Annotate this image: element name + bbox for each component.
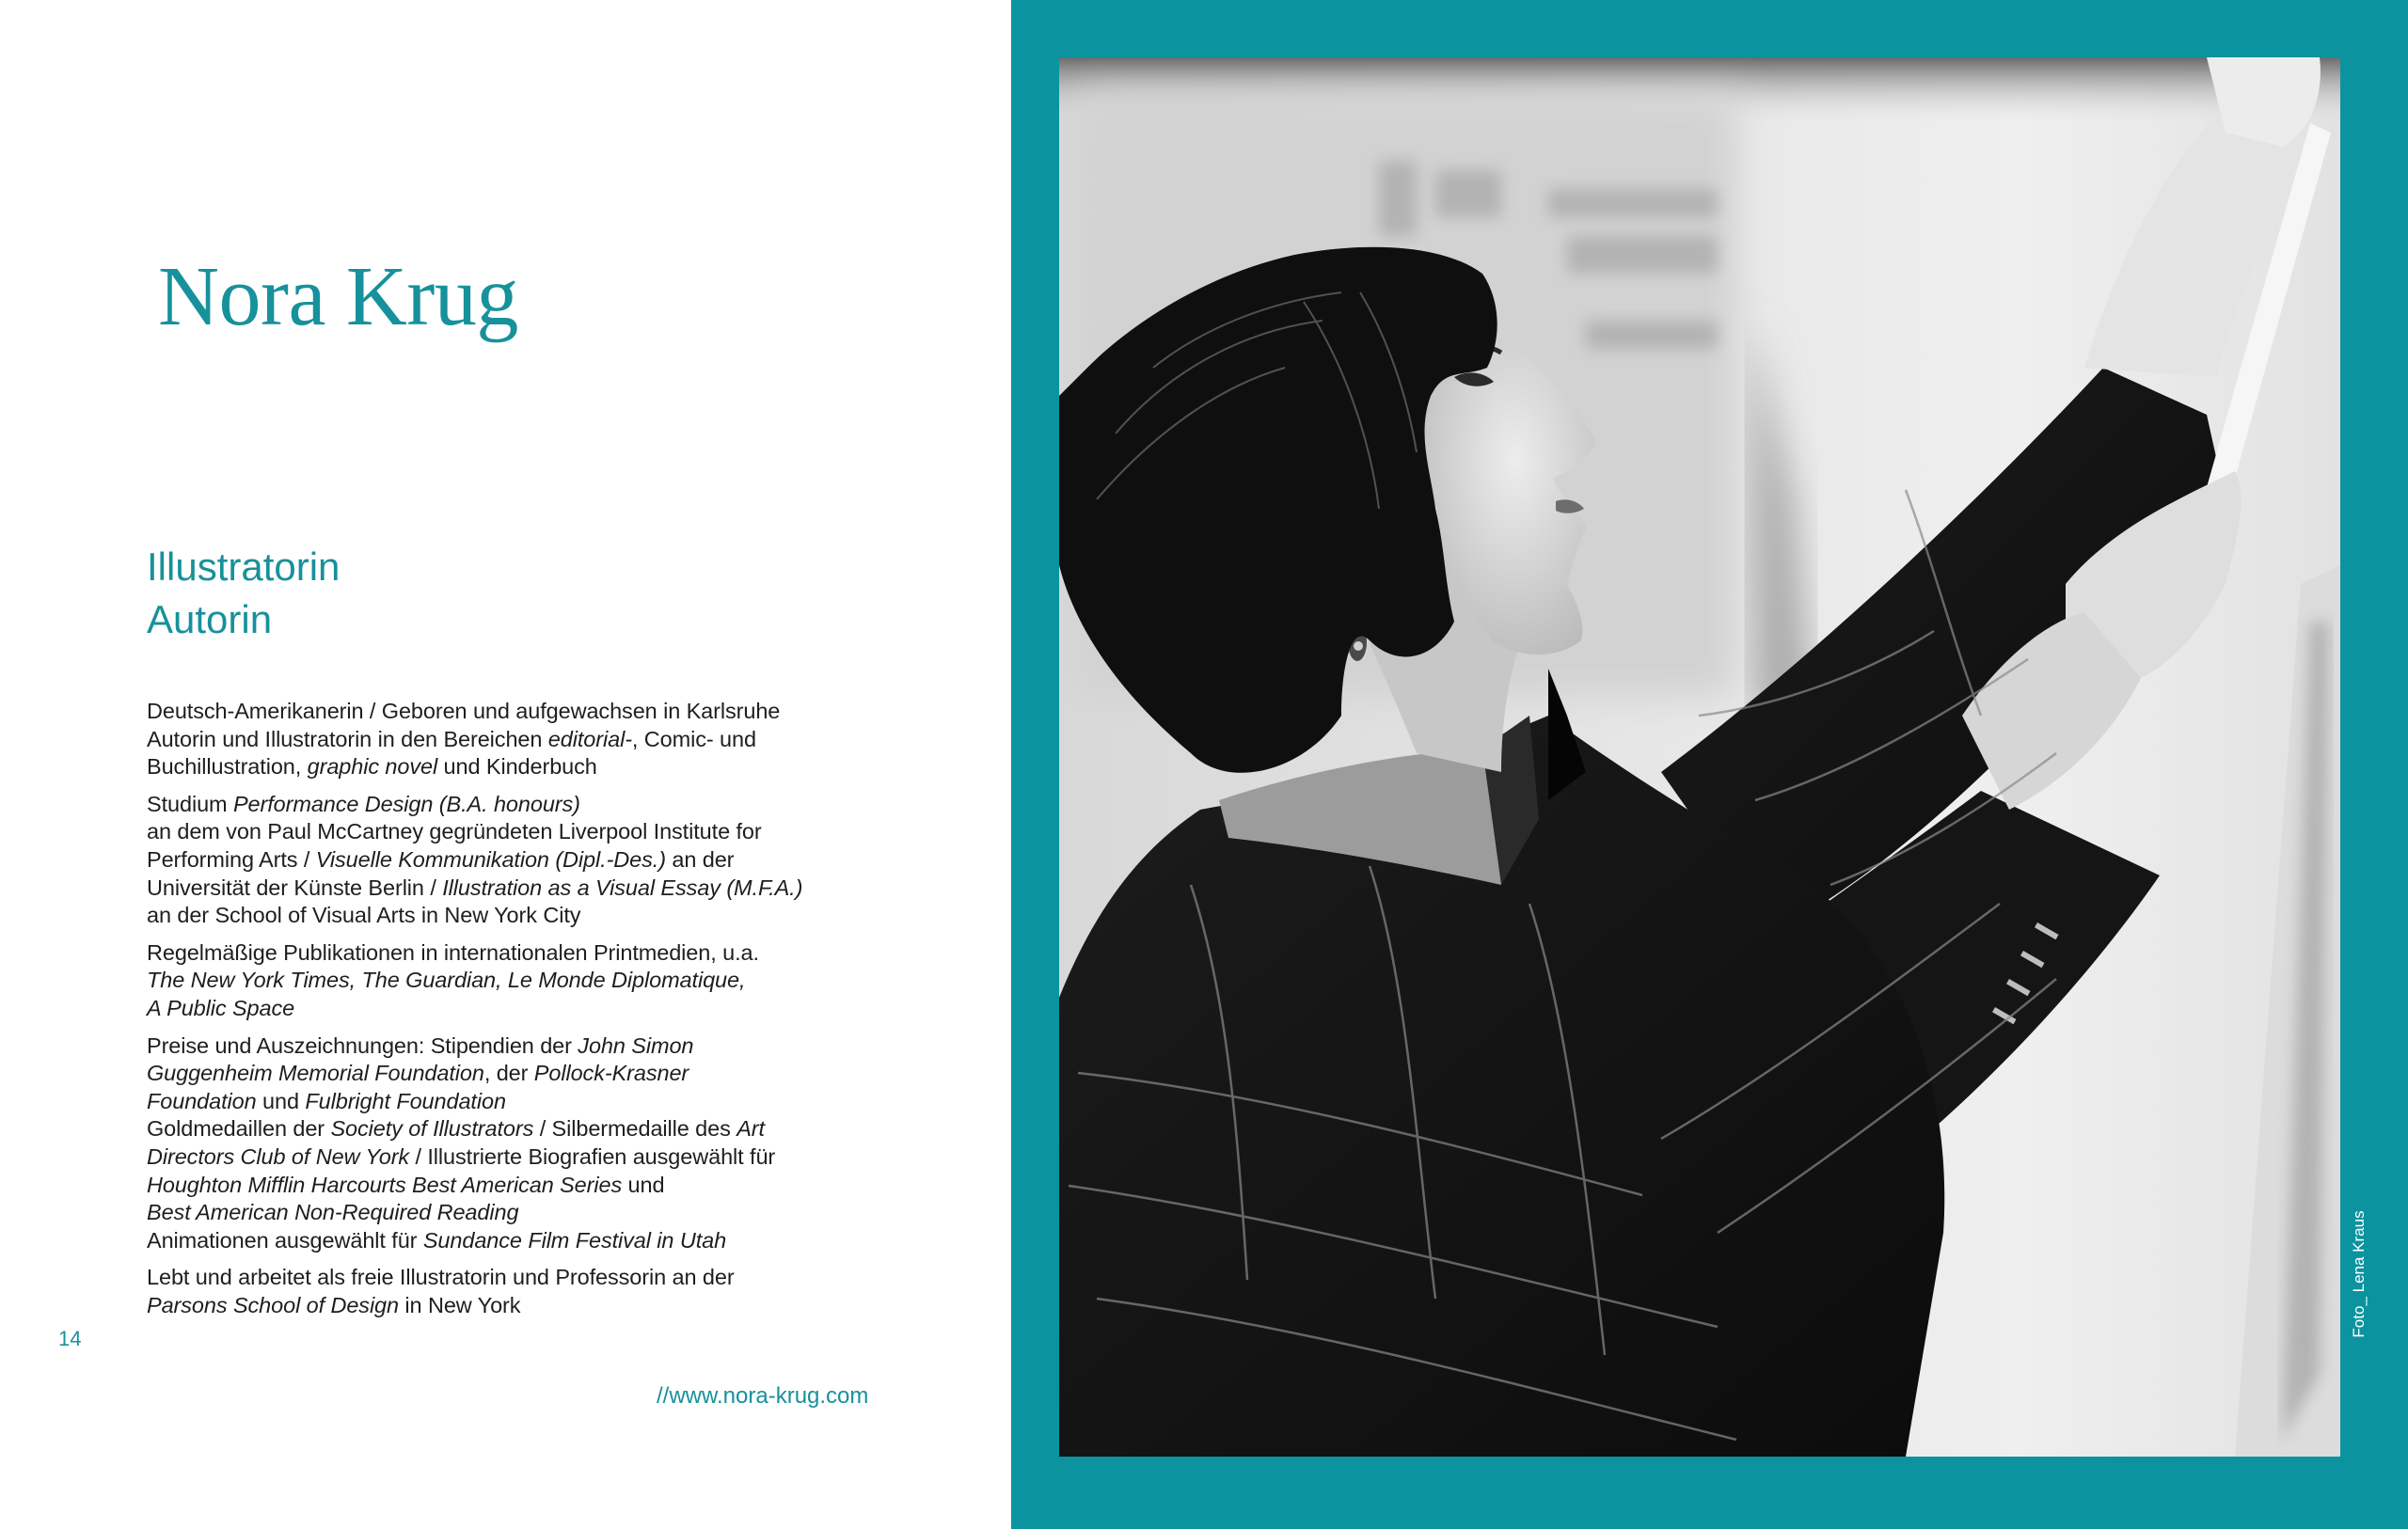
bio-line [147,1264,862,1292]
bio-line [147,753,862,781]
bio-text: Studium [147,791,233,816]
bio-text: Autorin und Illustratorin in den Bereichen [147,726,548,751]
bio-text: , der [483,1061,534,1086]
role-autorin: Autorin [147,597,273,641]
portrait-illustration [1059,57,2340,1457]
bio-line [147,995,862,1023]
bio-text: Deutsch-Amerikanerin / Geboren und aufgewachsen in Karlsruhe [147,699,781,723]
bio-text-italic: Parsons School of Design [147,1292,399,1317]
bio-text: Buchillustration, [147,754,308,780]
bio-line [147,1172,862,1200]
role-illustratorin: Illustratorin [147,544,341,589]
bio-line [147,1060,862,1088]
bio-text-italic: The New York Times, The Guardian, Le Monde Diplomatique, [147,968,746,993]
bio-line [147,846,862,875]
bio-line [147,1143,862,1172]
bio-paragraph-origin [147,698,862,781]
bio-text: Regelmäßige Publikationen in internationalen Printmedien, u.a. [147,939,759,965]
bio-text-italic: Best American Non-Required Reading [147,1200,519,1225]
bio-text-italic: Directors Club of New York [147,1143,410,1169]
bio-line [147,791,862,819]
bio-line [147,1032,862,1061]
bio-text: Goldmedaillen der [147,1116,331,1142]
bio-text: Lebt und arbeitet als freie Illustratorin und Professorin an der [147,1265,735,1290]
bio-line [147,726,862,754]
bio-text-italic: Foundation [147,1088,257,1113]
bio-text: / Illustrierte Biografien ausgewählt für [409,1143,776,1169]
bio-text-italic: John Simon [578,1032,694,1058]
bio-line [147,1199,862,1227]
bio-text-italic: graphic novel [307,754,438,780]
left-page [0,0,1011,1529]
biography [147,698,862,1329]
bio-line [147,1227,862,1255]
bio-text-italic: Art [737,1116,765,1142]
bio-text-italic: Sundance Film Festival in Utah [422,1227,727,1253]
bio-paragraph-current [147,1264,862,1319]
bio-text: Animationen ausgewählt für [147,1227,423,1253]
bio-line [147,967,862,995]
bio-text: an dem von Paul McCartney gegründeten Liverpool Institute for [147,819,762,844]
bio-text: an der [665,846,735,872]
portrait-photo [1059,57,2340,1457]
bio-text: , Comic- und [631,726,756,751]
bio-paragraph-publications [147,939,862,1023]
website-link[interactable]: //www.nora-krug.com [657,1383,869,1409]
bio-text-italic: A Public Space [147,995,295,1020]
right-page-teal-panel [1011,0,2408,1529]
bio-text-italic: Illustration as a Visual Essay (M.F.A.) [442,875,803,900]
bio-line [147,875,862,903]
bio-text-italic: Fulbright Foundation [305,1088,506,1113]
bio-paragraph-education [147,791,862,930]
bio-text-italic: Houghton Mifflin Harcourts Best American Series [147,1172,623,1197]
photo-credit [2345,1194,2373,1354]
bio-line [147,1115,862,1143]
bio-text-italic: editorial- [547,726,632,751]
bio-line [147,818,862,846]
bio-text-italic: Guggenheim Memorial Foundation [147,1061,484,1086]
bio-text: und Kinderbuch [437,754,597,780]
bio-text: und [256,1088,306,1113]
bio-text: und [622,1172,665,1197]
bio-text-italic: Performance Design (B.A. honours) [232,791,580,816]
page-number: 14 [58,1327,82,1350]
bio-text: Performing Arts / [147,846,316,872]
roles [147,541,340,646]
bio-text: in New York [399,1292,521,1317]
bio-text: Preise und Auszeichnungen: Stipendien der [147,1032,578,1058]
bio-line [147,698,862,726]
bio-line [147,939,862,968]
bio-line [147,1088,862,1116]
bio-text-italic: Pollock-Krasner [533,1061,689,1086]
bio-line [147,1292,862,1320]
bio-text-italic: Visuelle Kommunikation (Dipl.-Des.) [315,846,666,872]
bio-paragraph-awards [147,1032,862,1255]
bio-text-italic: Society of Illustrators [330,1116,534,1142]
bio-text: Universität der Künste Berlin / [147,875,443,900]
bio-line [147,902,862,930]
bio-text: / Silbermedaille des [533,1116,737,1142]
page-title: Nora Krug [158,250,518,343]
bio-text: an der School of Visual Arts in New York City [147,903,581,928]
photo-credit-text: Foto_ Lena Kraus [2350,1210,2368,1338]
